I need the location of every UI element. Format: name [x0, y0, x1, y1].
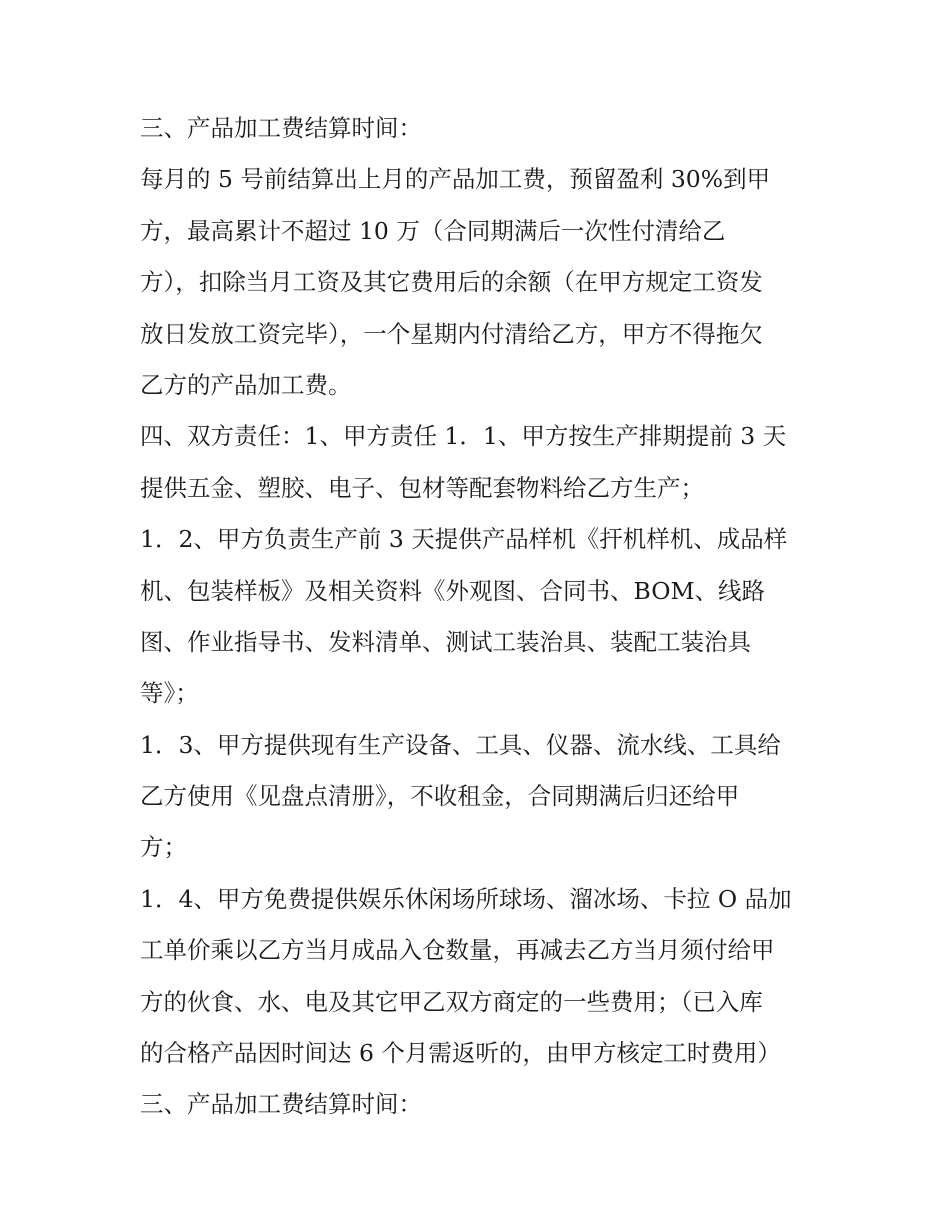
paragraph-line: 方），扣除当月工资及其它费用后的余额（在甲方规定工资发: [140, 268, 763, 297]
paragraph-line: 的合格产品因时间达 6 个月需返听的，由甲方核定工时费用）: [140, 1039, 781, 1068]
paragraph-line: 每月的 5 号前结算出上月的产品加工费，预留盈利 30%到甲: [140, 165, 771, 194]
document-body: [140, 103, 820, 1131]
paragraph-line: 提供五金、塑胶、电子、包材等配套物料给乙方生产；: [140, 473, 704, 502]
paragraph-line: 工单价乘以乙方当月成品入仓数量，再减去乙方当月须付给甲: [140, 936, 775, 965]
section-heading-settlement-repeat: 三、产品加工费结算时间：: [140, 1090, 422, 1119]
paragraph-line: 等》；: [140, 679, 199, 708]
section-heading-settlement: 三、产品加工费结算时间：: [140, 114, 422, 142]
paragraph-line: 方，最高累计不超过 10 万（合同期满后一次性付清给乙: [140, 216, 726, 245]
paragraph-line: 放日发放工资完毕），一个星期内付清给乙方，甲方不得拖欠: [140, 319, 763, 348]
paragraph-line: 机、包装样板》及相关资料《外观图、合同书、BOM、线路: [140, 576, 766, 605]
section-heading-responsibilities: 四、双方责任：1、甲方责任 1．1、甲方按生产排期提前 3 天: [140, 422, 787, 451]
clause-1-4-line: 1．4、甲方免费提供娱乐休闲场所球场、溜冰场、卡拉 O 品加: [140, 884, 792, 913]
clause-1-3-line: 1．3、甲方提供现有生产设备、工具、仪器、流水线、工具给: [140, 730, 781, 759]
paragraph-line: 乙方使用《见盘点清册》，不收租金，合同期满后归还给甲: [140, 782, 740, 811]
paragraph-line: 方的伙食、水、电及其它甲乙双方商定的一些费用；（已入库: [140, 987, 763, 1016]
paragraph-line: 图、作业指导书、发料清单、测试工装治具、装配工装治具: [140, 627, 751, 656]
paragraph-line: 乙方的产品加工费。: [140, 370, 352, 399]
paragraph-line: 方；: [140, 833, 187, 862]
clause-1-2-line: 1．2、甲方负责生产前 3 天提供产品样机《扞机样机、成品样: [140, 525, 788, 554]
